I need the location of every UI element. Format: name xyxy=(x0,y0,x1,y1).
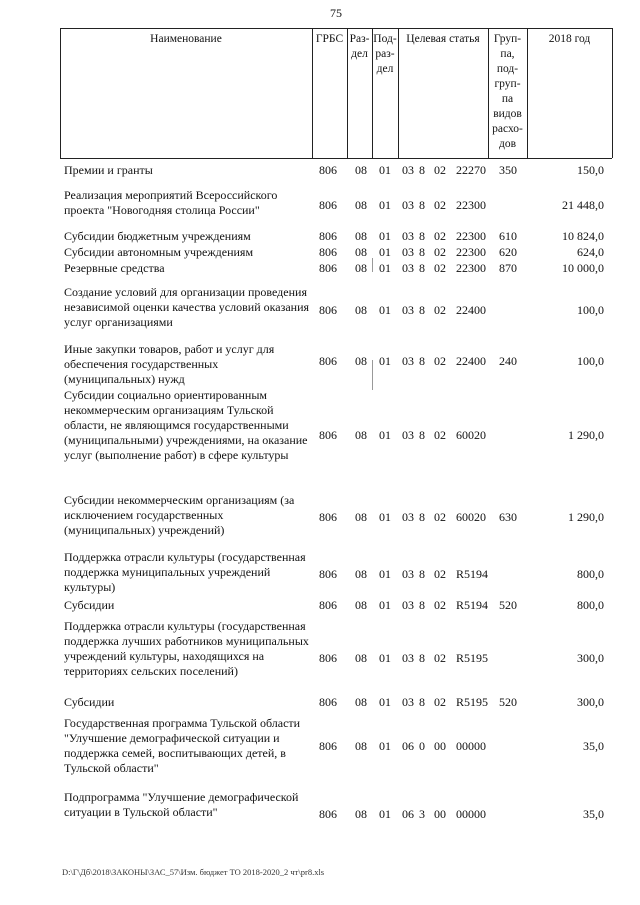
row-name: Подпрограмма "Улучшение демографической ситуации в Тульской области" xyxy=(64,790,299,819)
grbs-cell: 806 xyxy=(319,807,337,821)
target-program-cell: 03 xyxy=(402,598,414,612)
target-direction-cell: 22400 xyxy=(456,303,486,317)
grbs-cell: 806 xyxy=(319,428,337,442)
target-main-event-cell: 02 xyxy=(434,245,446,259)
header-year: 2018 год xyxy=(548,33,591,45)
grbs-cell: 806 xyxy=(319,245,337,259)
podrazdel-cell: 01 xyxy=(379,695,391,709)
amount-cell: 1 290,0 xyxy=(568,428,604,442)
target-direction-cell: 22300 xyxy=(456,198,486,212)
target-main-event-cell: 02 xyxy=(434,163,446,177)
amount-cell: 300,0 xyxy=(577,695,604,709)
row-name: Иные закупки товаров, работ и услуг для обеспечения государственных (муниципальных) нужд xyxy=(64,342,275,386)
grbs-cell: 806 xyxy=(319,739,337,753)
podrazdel-cell: 01 xyxy=(379,567,391,581)
target-program-cell: 06 xyxy=(402,739,414,753)
grbs-cell: 806 xyxy=(319,198,337,212)
expense-group-cell: 350 xyxy=(499,163,517,177)
amount-cell: 100,0 xyxy=(577,354,604,368)
target-direction-cell: 22300 xyxy=(456,245,486,259)
razdel-cell: 08 xyxy=(355,651,367,665)
header-razdel: Раз- дел xyxy=(349,33,370,60)
grbs-cell: 806 xyxy=(319,163,337,177)
row-name: Субсидии автономным учреждениям xyxy=(64,245,254,259)
row-name: Поддержка отрасли культуры (государственная поддержка муниципальных учреждений культуры) xyxy=(64,550,306,594)
target-main-event-cell: 02 xyxy=(434,303,446,317)
amount-cell: 100,0 xyxy=(577,303,604,317)
file-path-footer: D:\Г\Дб\2018\ЗАКОНЫ\ЗАС_57\Изм. бюджет ТО 2018-2020_2 чт\pr8.xls xyxy=(62,867,325,877)
expense-group-cell: 240 xyxy=(499,354,517,368)
grbs-cell: 806 xyxy=(319,261,337,275)
podrazdel-cell: 01 xyxy=(379,303,391,317)
grbs-cell: 806 xyxy=(319,303,337,317)
row-name: Государственная программа Тульской области "Улучшение демографической ситуации и поддержка семей, воспитывающих детей, в Тульской области" xyxy=(64,716,301,775)
podrazdel-cell: 01 xyxy=(379,261,391,275)
grbs-cell: 806 xyxy=(319,229,337,243)
target-subprogram-cell: 8 xyxy=(419,567,425,581)
header-name: Наименование xyxy=(150,33,222,45)
target-program-cell: 03 xyxy=(402,245,414,259)
row-name: Субсидии некоммерческим организациям (за исключением государственных (муниципальных) учреждений) xyxy=(64,493,295,537)
row-name: Резервные средства xyxy=(64,261,165,275)
target-main-event-cell: 02 xyxy=(434,261,446,275)
target-program-cell: 03 xyxy=(402,428,414,442)
podrazdel-cell: 01 xyxy=(379,651,391,665)
row-name: Субсидии бюджетным учреждениям xyxy=(64,229,251,243)
grbs-cell: 806 xyxy=(319,651,337,665)
razdel-cell: 08 xyxy=(355,510,367,524)
amount-cell: 624,0 xyxy=(577,245,604,259)
col-divider xyxy=(312,28,313,158)
row-name: Субсидии xyxy=(64,598,115,612)
podrazdel-cell: 01 xyxy=(379,598,391,612)
razdel-cell: 08 xyxy=(355,229,367,243)
razdel-cell: 08 xyxy=(355,739,367,753)
amount-cell: 1 290,0 xyxy=(568,510,604,524)
podrazdel-cell: 01 xyxy=(379,510,391,524)
col-divider xyxy=(398,28,399,158)
target-program-cell: 03 xyxy=(402,651,414,665)
target-main-event-cell: 02 xyxy=(434,695,446,709)
expense-group-cell: 630 xyxy=(499,510,517,524)
grbs-cell: 806 xyxy=(319,695,337,709)
podrazdel-cell: 01 xyxy=(379,198,391,212)
razdel-cell: 08 xyxy=(355,245,367,259)
target-program-cell: 03 xyxy=(402,163,414,177)
amount-cell: 10 000,0 xyxy=(562,261,604,275)
target-main-event-cell: 00 xyxy=(434,807,446,821)
header-top-line xyxy=(60,28,612,29)
col-divider xyxy=(612,28,613,158)
row-name: Реализация мероприятий Всероссийского проекта "Новогодняя столица России" xyxy=(64,188,278,217)
amount-cell: 800,0 xyxy=(577,567,604,581)
razdel-cell: 08 xyxy=(355,695,367,709)
target-direction-cell: 60020 xyxy=(456,428,486,442)
razdel-cell: 08 xyxy=(355,807,367,821)
podrazdel-cell: 01 xyxy=(379,428,391,442)
target-direction-cell: 00000 xyxy=(456,739,486,753)
col-divider xyxy=(527,28,528,158)
target-direction-cell: 22270 xyxy=(456,163,486,177)
target-subprogram-cell: 8 xyxy=(419,303,425,317)
razdel-cell: 08 xyxy=(355,261,367,275)
page-number: 75 xyxy=(330,6,342,20)
razdel-cell: 08 xyxy=(355,163,367,177)
grbs-cell: 806 xyxy=(319,354,337,368)
podrazdel-cell: 01 xyxy=(379,229,391,243)
row-name: Создание условий для организации проведения независимой оценки качества условий оказания услуг организациями xyxy=(64,285,310,329)
amount-cell: 150,0 xyxy=(577,163,604,177)
razdel-cell: 08 xyxy=(355,303,367,317)
podrazdel-cell: 01 xyxy=(379,354,391,368)
target-direction-cell: 00000 xyxy=(456,807,486,821)
target-direction-cell: R5194 xyxy=(456,567,489,581)
target-program-cell: 03 xyxy=(402,695,414,709)
target-subprogram-cell: 8 xyxy=(419,245,425,259)
target-program-cell: 03 xyxy=(402,354,414,368)
target-main-event-cell: 02 xyxy=(434,354,446,368)
target-direction-cell: 22300 xyxy=(456,261,486,275)
expense-group-cell: 870 xyxy=(499,261,517,275)
podrazdel-cell: 01 xyxy=(379,245,391,259)
razdel-cell: 08 xyxy=(355,598,367,612)
podrazdel-cell: 01 xyxy=(379,807,391,821)
target-direction-cell: R5195 xyxy=(456,651,489,665)
target-program-cell: 03 xyxy=(402,229,414,243)
target-main-event-cell: 02 xyxy=(434,198,446,212)
podrazdel-cell: 01 xyxy=(379,163,391,177)
amount-cell: 300,0 xyxy=(577,651,604,665)
expense-group-cell: 610 xyxy=(499,229,517,243)
target-subprogram-cell: 8 xyxy=(419,695,425,709)
target-subprogram-cell: 3 xyxy=(419,807,425,821)
header-podrazdel: Под- раз- дел xyxy=(373,33,397,75)
row-name: Поддержка отрасли культуры (государственная поддержка лучших работников муниципальных учреждений культуры, находящихся на территориях сельских поселений) xyxy=(64,619,309,678)
target-program-cell: 03 xyxy=(402,303,414,317)
target-subprogram-cell: 8 xyxy=(419,651,425,665)
podrazdel-cell: 01 xyxy=(379,739,391,753)
expense-group-cell: 520 xyxy=(499,695,517,709)
expense-group-cell: 520 xyxy=(499,598,517,612)
target-subprogram-cell: 8 xyxy=(419,261,425,275)
header-target: Целевая статья xyxy=(406,33,480,45)
target-program-cell: 06 xyxy=(402,807,414,821)
target-main-event-cell: 02 xyxy=(434,229,446,243)
amount-cell: 35,0 xyxy=(583,807,604,821)
target-subprogram-cell: 8 xyxy=(419,198,425,212)
target-subprogram-cell: 8 xyxy=(419,428,425,442)
col-divider xyxy=(60,28,61,158)
target-main-event-cell: 00 xyxy=(434,739,446,753)
grbs-cell: 806 xyxy=(319,510,337,524)
target-program-cell: 03 xyxy=(402,510,414,524)
razdel-cell: 08 xyxy=(355,567,367,581)
target-subprogram-cell: 8 xyxy=(419,354,425,368)
target-subprogram-cell: 8 xyxy=(419,598,425,612)
grbs-cell: 806 xyxy=(319,567,337,581)
amount-cell: 35,0 xyxy=(583,739,604,753)
target-main-event-cell: 02 xyxy=(434,428,446,442)
target-direction-cell: R5195 xyxy=(456,695,489,709)
target-program-cell: 03 xyxy=(402,261,414,275)
amount-cell: 21 448,0 xyxy=(562,198,604,212)
razdel-cell: 08 xyxy=(355,428,367,442)
target-direction-cell: R5194 xyxy=(456,598,489,612)
target-direction-cell: 22300 xyxy=(456,229,486,243)
target-program-cell: 03 xyxy=(402,198,414,212)
scan-mark xyxy=(372,258,373,272)
target-subprogram-cell: 0 xyxy=(419,739,425,753)
header-bottom-line xyxy=(60,158,612,159)
target-program-cell: 03 xyxy=(402,567,414,581)
target-main-event-cell: 02 xyxy=(434,567,446,581)
amount-cell: 800,0 xyxy=(577,598,604,612)
target-subprogram-cell: 8 xyxy=(419,163,425,177)
header-grbs: ГРБС xyxy=(315,33,344,45)
amount-cell: 10 824,0 xyxy=(562,229,604,243)
target-subprogram-cell: 8 xyxy=(419,229,425,243)
razdel-cell: 08 xyxy=(355,198,367,212)
target-main-event-cell: 02 xyxy=(434,651,446,665)
row-name: Субсидии социально ориентированным некоммерческим организациям Тульской области, не являющимся государственными (муниципальными) учреждениями, на оказание услуг (выполнение работ) в сфере культуры xyxy=(64,388,308,462)
grbs-cell: 806 xyxy=(319,598,337,612)
target-direction-cell: 22400 xyxy=(456,354,486,368)
scan-mark xyxy=(372,360,373,390)
target-main-event-cell: 02 xyxy=(434,598,446,612)
header-group: Груп- па, под- груп- па видов расхо- дов xyxy=(492,33,523,150)
expense-group-cell: 620 xyxy=(499,245,517,259)
target-main-event-cell: 02 xyxy=(434,510,446,524)
target-direction-cell: 60020 xyxy=(456,510,486,524)
row-name: Премии и гранты xyxy=(64,163,153,177)
razdel-cell: 08 xyxy=(355,354,367,368)
target-subprogram-cell: 8 xyxy=(419,510,425,524)
row-name: Субсидии xyxy=(64,695,115,709)
